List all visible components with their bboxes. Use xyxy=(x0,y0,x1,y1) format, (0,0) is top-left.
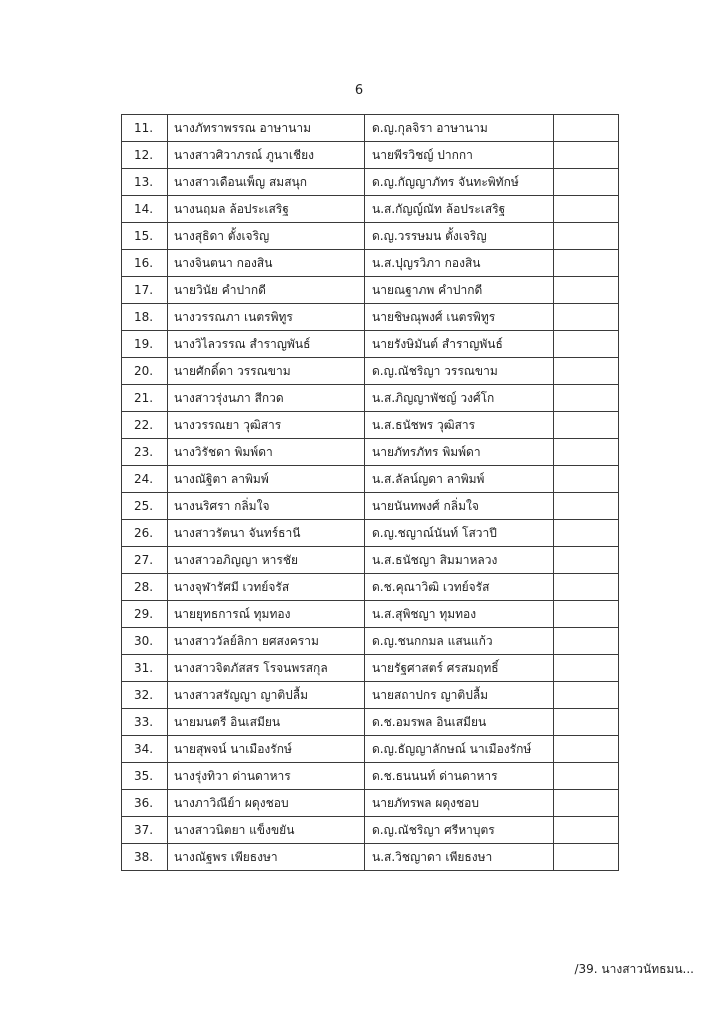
parent-name: นางจินตนา กองสิน xyxy=(168,250,365,277)
row-number: 22. xyxy=(122,412,168,439)
table-row xyxy=(122,142,619,169)
table-row xyxy=(122,574,619,601)
student-name: น.ส.วิชญาดา เพียธงษา xyxy=(365,844,554,871)
student-name: น.ส.ลัลน์ญดา ลาพิมพ์ xyxy=(365,466,554,493)
row-number: 15. xyxy=(122,223,168,250)
table-row xyxy=(122,601,619,628)
note-cell xyxy=(554,115,619,142)
parent-name: นางนริศรา กลิ่มใจ xyxy=(168,493,365,520)
table-row xyxy=(122,223,619,250)
note-cell xyxy=(554,709,619,736)
parent-name: นางสาวสรัญญา ญาติปลื้ม xyxy=(168,682,365,709)
table-row xyxy=(122,196,619,223)
parent-name: นางสาวรัตนา จันทร์ธานี xyxy=(168,520,365,547)
row-number: 24. xyxy=(122,466,168,493)
note-cell xyxy=(554,250,619,277)
student-name: ด.ช.คุณาวิฒิ เวทย์จรัส xyxy=(365,574,554,601)
table-row xyxy=(122,628,619,655)
table-row xyxy=(122,169,619,196)
parent-name: นางนฤมล ล้อประเสริฐ xyxy=(168,196,365,223)
note-cell xyxy=(554,574,619,601)
note-cell xyxy=(554,628,619,655)
parent-name: นางสาวรุ่งนภา สีกวด xyxy=(168,385,365,412)
parent-name: นางวิรัชดา พิมพ์ดา xyxy=(168,439,365,466)
parent-name: นางสาวนิตยา แข็งขยัน xyxy=(168,817,365,844)
row-number: 11. xyxy=(122,115,168,142)
note-cell xyxy=(554,817,619,844)
row-number: 27. xyxy=(122,547,168,574)
row-number: 17. xyxy=(122,277,168,304)
parent-name: นายสุพจน์ นาเมืองรักษ์ xyxy=(168,736,365,763)
row-number: 13. xyxy=(122,169,168,196)
note-cell xyxy=(554,223,619,250)
student-name: ด.ญ.ณัชริญา วรรณขาม xyxy=(365,358,554,385)
parent-name: นางภาวิณีย์า ผดุงชอบ xyxy=(168,790,365,817)
note-cell xyxy=(554,385,619,412)
table-row xyxy=(122,763,619,790)
note-cell xyxy=(554,520,619,547)
note-cell xyxy=(554,547,619,574)
row-number: 35. xyxy=(122,763,168,790)
note-cell xyxy=(554,304,619,331)
table-row xyxy=(122,493,619,520)
table-row xyxy=(122,358,619,385)
student-name: ด.ญ.ณัชริญา ศรีหาบุตร xyxy=(365,817,554,844)
student-name: ด.ช.อมรพล อินเสมียน xyxy=(365,709,554,736)
student-name: น.ส.ธนัชพร วุฒิสาร xyxy=(365,412,554,439)
row-number: 31. xyxy=(122,655,168,682)
note-cell xyxy=(554,331,619,358)
student-name: น.ส.สุพิชญา ทุมทอง xyxy=(365,601,554,628)
table-row xyxy=(122,412,619,439)
student-name: ด.ญ.ชนกกมล แสนแก้ว xyxy=(365,628,554,655)
parent-name: นางภัทราพรรณ อาษานาม xyxy=(168,115,365,142)
student-name: นายรัฐศาสตร์ ศรสมฤทธิ์ xyxy=(365,655,554,682)
row-number: 16. xyxy=(122,250,168,277)
roster-table-body xyxy=(122,115,619,871)
student-name: ด.ญ.กุลจิรา อาษานาม xyxy=(365,115,554,142)
note-cell xyxy=(554,412,619,439)
parent-name: นางวรรณภา เนตรพิทูร xyxy=(168,304,365,331)
table-row xyxy=(122,250,619,277)
student-name: ด.ญ.ชญาณ์นันท์ โสวาปี xyxy=(365,520,554,547)
note-cell xyxy=(554,169,619,196)
page-number: 6 xyxy=(354,83,364,98)
parent-name: นางวรรณยา วุฒิสาร xyxy=(168,412,365,439)
row-number: 34. xyxy=(122,736,168,763)
parent-name: นางสุธิดา ตั้งเจริญ xyxy=(168,223,365,250)
parent-name: นายวินัย คำปากดี xyxy=(168,277,365,304)
student-name: น.ส.ธนัชญา สิมมาหลวง xyxy=(365,547,554,574)
row-number: 38. xyxy=(122,844,168,871)
table-row xyxy=(122,844,619,871)
student-name: ด.ญ.ธัญญาลักษณ์ นาเมืองรักษ์ xyxy=(365,736,554,763)
note-cell xyxy=(554,790,619,817)
parent-name: นายยุทธการณ์ ทุมทอง xyxy=(168,601,365,628)
student-name: นายรังษิมันต์ สำราญพันธ์ xyxy=(365,331,554,358)
row-number: 21. xyxy=(122,385,168,412)
note-cell xyxy=(554,196,619,223)
student-name: นายภัทรพล ผดุงชอบ xyxy=(365,790,554,817)
student-name: น.ส.ปุญรวิภา กองสิน xyxy=(365,250,554,277)
parent-name: นางสาวศิวาภรณ์ ภูนาเชียง xyxy=(168,142,365,169)
note-cell xyxy=(554,277,619,304)
row-number: 28. xyxy=(122,574,168,601)
note-cell xyxy=(554,844,619,871)
continuation-note: /39. นางสาวนัทธมน... xyxy=(574,962,694,976)
table-row xyxy=(122,682,619,709)
parent-name: นางรุ่งทิวา ด่านดาหาร xyxy=(168,763,365,790)
table-row xyxy=(122,304,619,331)
row-number: 23. xyxy=(122,439,168,466)
parent-name: นางณัฐิตา ลาพิมพ์ xyxy=(168,466,365,493)
row-number: 19. xyxy=(122,331,168,358)
note-cell xyxy=(554,358,619,385)
note-cell xyxy=(554,736,619,763)
student-name: นายสถาปกร ญาติปลื้ม xyxy=(365,682,554,709)
table-row xyxy=(122,547,619,574)
parent-name: นางสาวเดือนเพ็ญ สมสนุก xyxy=(168,169,365,196)
row-number: 20. xyxy=(122,358,168,385)
table-row xyxy=(122,439,619,466)
parent-name: นายศักดิ์ดา วรรณขาม xyxy=(168,358,365,385)
table-row xyxy=(122,709,619,736)
student-name: ด.ญ.กัญญาภัทร จันทะพิทักษ์ xyxy=(365,169,554,196)
table-row xyxy=(122,790,619,817)
parent-name: นายมนตรี อินเสมียน xyxy=(168,709,365,736)
student-name: นายพีรวิชญ์ ปากกา xyxy=(365,142,554,169)
student-name: นายภัทรภัทร พิมพ์ดา xyxy=(365,439,554,466)
row-number: 37. xyxy=(122,817,168,844)
parent-name: นางวิไลวรรณ สำราญพันธ์ xyxy=(168,331,365,358)
parent-name: นางสาวจิตภัสสร โรจนพรสกุล xyxy=(168,655,365,682)
table-row xyxy=(122,385,619,412)
row-number: 36. xyxy=(122,790,168,817)
table-row xyxy=(122,277,619,304)
note-cell xyxy=(554,439,619,466)
row-number: 14. xyxy=(122,196,168,223)
table-row xyxy=(122,655,619,682)
row-number: 30. xyxy=(122,628,168,655)
row-number: 33. xyxy=(122,709,168,736)
table-row xyxy=(122,520,619,547)
student-name: นายณฐาภพ คำปากดี xyxy=(365,277,554,304)
table-row xyxy=(122,466,619,493)
row-number: 18. xyxy=(122,304,168,331)
note-cell xyxy=(554,142,619,169)
row-number: 26. xyxy=(122,520,168,547)
note-cell xyxy=(554,655,619,682)
table-row xyxy=(122,736,619,763)
student-name: นายชิษณุพงศ์ เนตรพิทูร xyxy=(365,304,554,331)
student-name: นายนันทพงศ์ กลิ่มใจ xyxy=(365,493,554,520)
student-name: ด.ช.ธนนนท์ ด่านดาหาร xyxy=(365,763,554,790)
student-name: ด.ญ.วรรษมน ตั้งเจริญ xyxy=(365,223,554,250)
note-cell xyxy=(554,682,619,709)
parent-name: นางสาววัลย์ลิกา ยศสงคราม xyxy=(168,628,365,655)
table-row xyxy=(122,331,619,358)
parent-name: นางสาวอภิญญา หารชัย xyxy=(168,547,365,574)
parent-name: นางณัฐพร เพียธงษา xyxy=(168,844,365,871)
note-cell xyxy=(554,763,619,790)
note-cell xyxy=(554,601,619,628)
row-number: 25. xyxy=(122,493,168,520)
student-name: น.ส.ภิญญาพัชญ์ วงศ์โก xyxy=(365,385,554,412)
roster-table xyxy=(121,114,619,871)
note-cell xyxy=(554,466,619,493)
parent-name: นางจุฬารัศมี เวทย์จรัส xyxy=(168,574,365,601)
note-cell xyxy=(554,493,619,520)
row-number: 32. xyxy=(122,682,168,709)
student-name: น.ส.กัญญ์ณัท ล้อประเสริฐ xyxy=(365,196,554,223)
row-number: 29. xyxy=(122,601,168,628)
table-row xyxy=(122,115,619,142)
row-number: 12. xyxy=(122,142,168,169)
table-row xyxy=(122,817,619,844)
